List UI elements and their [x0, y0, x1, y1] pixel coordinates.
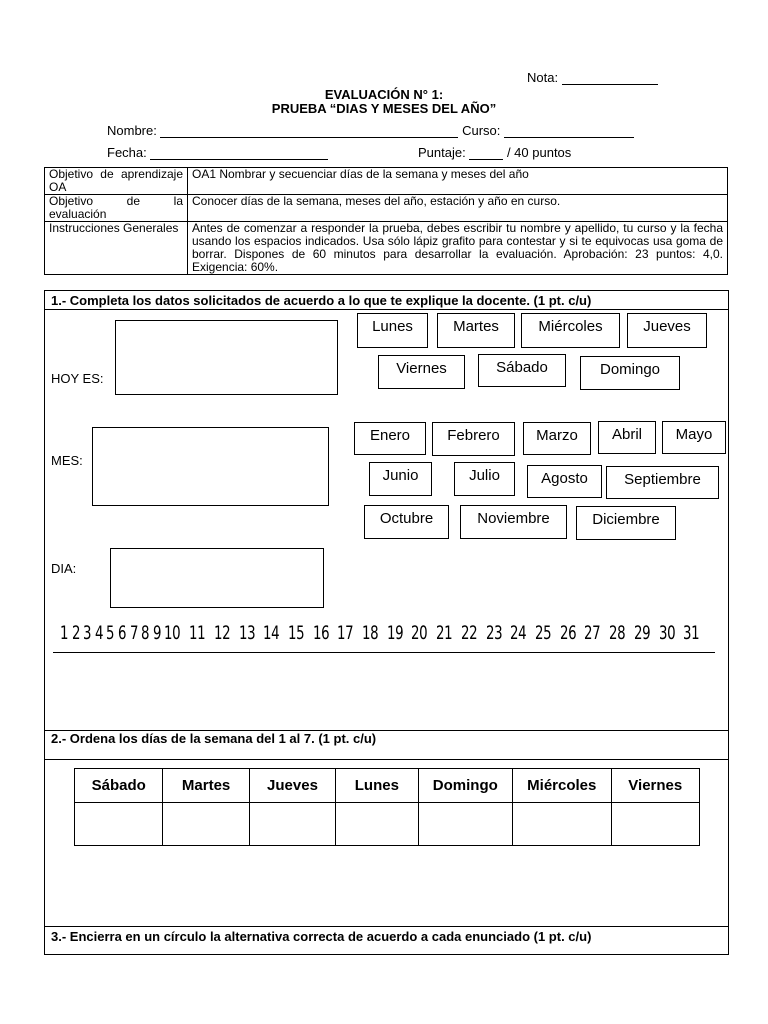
fecha-label: Fecha:	[107, 145, 147, 160]
order-cell[interactable]	[75, 803, 163, 846]
objetivo-eval-label: Objetivo de la evaluación	[45, 195, 188, 222]
puntaje-field[interactable]	[469, 147, 503, 160]
number-10: 10	[164, 622, 181, 644]
month-tag-abril[interactable]: Abril	[598, 421, 656, 454]
month-tag-diciembre[interactable]: Diciembre	[576, 506, 676, 540]
page-title	[0, 88, 768, 116]
divider	[44, 926, 729, 927]
day-header: Miércoles	[513, 769, 612, 803]
divider	[44, 309, 729, 310]
hoy-answer-box[interactable]	[115, 320, 338, 395]
number-4: 4	[94, 622, 103, 644]
number-18: 18	[362, 622, 379, 644]
order-cell[interactable]	[163, 803, 249, 846]
number-28: 28	[609, 622, 626, 644]
mes-label: MES:	[51, 453, 83, 468]
nombre-label: Nombre:	[107, 123, 157, 138]
nota-field[interactable]	[562, 72, 658, 85]
number-26: 26	[559, 622, 576, 644]
puntaje-row	[418, 145, 571, 160]
nombre-row	[107, 123, 634, 138]
number-line-rule	[53, 652, 715, 653]
instrucciones-value: Antes de comenzar a responder la prueba, debes escribir tu nombre y apellido, tu curso y la fecha usando los espacios indicados. Usa sólo lápiz grafito para contestar y si te equivocas usa goma de borrar. Dispones de 60 minutos para desarrollar la evaluación. Aprobación: 23 puntos: 4,0. Exigencia: 60%.	[188, 222, 728, 275]
number-20: 20	[411, 622, 428, 644]
number-21: 21	[436, 622, 453, 644]
order-cell[interactable]	[513, 803, 612, 846]
objetivo-eval-value: Conocer días de la semana, meses del año, estación y año en curso.	[188, 195, 728, 222]
number-30: 30	[658, 622, 675, 644]
number-2: 2	[71, 622, 80, 644]
table-row	[45, 168, 728, 195]
month-tag-junio[interactable]: Junio	[369, 462, 432, 496]
fecha-row	[107, 145, 328, 160]
month-tag-julio[interactable]: Julio	[454, 462, 515, 496]
title-line-2: PRUEBA “DIAS Y MESES DEL AÑO”	[271, 101, 497, 116]
number-13: 13	[238, 622, 255, 644]
section-1-title: 1.- Completa los datos solicitados de acuerdo a lo que te explique la docente. (1 pt. c/u)	[51, 293, 592, 308]
day-tag-jueves[interactable]: Jueves	[627, 313, 707, 348]
number-24: 24	[510, 622, 527, 644]
order-cell[interactable]	[336, 803, 418, 846]
table-row	[45, 195, 728, 222]
month-tag-marzo[interactable]: Marzo	[523, 422, 591, 455]
number-16: 16	[312, 622, 329, 644]
order-cell[interactable]	[249, 803, 335, 846]
table-row	[75, 803, 700, 846]
number-25: 25	[535, 622, 552, 644]
dia-answer-box[interactable]	[110, 548, 324, 608]
puntaje-label: Puntaje:	[418, 145, 466, 160]
number-12: 12	[213, 622, 230, 644]
day-header: Viernes	[611, 769, 699, 803]
day-tag-viernes[interactable]: Viernes	[378, 355, 465, 389]
order-cell[interactable]	[611, 803, 699, 846]
day-tag-miercoles[interactable]: Miércoles	[521, 313, 620, 348]
table-row	[75, 769, 700, 803]
order-days-table	[74, 768, 700, 846]
number-29: 29	[633, 622, 651, 644]
number-7: 7	[129, 622, 138, 644]
nota-line	[527, 70, 658, 85]
curso-field[interactable]	[504, 125, 634, 138]
number-14: 14	[263, 622, 280, 644]
day-header: Sábado	[75, 769, 163, 803]
number-31: 31	[683, 622, 700, 644]
day-tag-martes[interactable]: Martes	[437, 313, 515, 348]
info-table	[44, 167, 728, 275]
number-9: 9	[152, 622, 161, 644]
day-header: Martes	[163, 769, 249, 803]
title-line-1: EVALUACIÓN N° 1:	[324, 87, 444, 102]
section-3-title: 3.- Encierra en un círculo la alternativa correcta de acuerdo a cada enunciado (1 pt. c/u)	[51, 929, 592, 944]
curso-label: Curso:	[462, 123, 501, 138]
divider	[44, 759, 729, 760]
number-22: 22	[460, 622, 478, 644]
number-11: 11	[189, 622, 206, 644]
number-5: 5	[106, 622, 115, 644]
number-8: 8	[141, 622, 150, 644]
month-tag-febrero[interactable]: Febrero	[432, 422, 515, 456]
fecha-field[interactable]	[150, 147, 328, 160]
day-header: Domingo	[418, 769, 513, 803]
instrucciones-label: Instrucciones Generales	[45, 222, 188, 275]
month-tag-mayo[interactable]: Mayo	[662, 421, 726, 454]
hoy-label: HOY ES:	[51, 371, 104, 386]
number-19: 19	[386, 622, 403, 644]
day-header: Jueves	[249, 769, 335, 803]
day-tag-lunes[interactable]: Lunes	[357, 313, 428, 348]
number-6: 6	[118, 622, 127, 644]
month-tag-agosto[interactable]: Agosto	[527, 465, 602, 498]
objetivo-oa-value: OA1 Nombrar y secuenciar días de la semana y meses del año	[188, 168, 728, 195]
day-tag-sabado[interactable]: Sábado	[478, 354, 566, 387]
dia-label: DIA:	[51, 561, 77, 576]
order-cell[interactable]	[418, 803, 513, 846]
number-23: 23	[485, 622, 502, 644]
day-tag-domingo[interactable]: Domingo	[580, 356, 680, 390]
month-tag-noviembre[interactable]: Noviembre	[460, 505, 567, 539]
nota-label: Nota:	[527, 70, 559, 85]
objetivo-oa-label: Objetivo de aprendizaje OA	[45, 168, 188, 195]
nombre-field[interactable]	[160, 125, 458, 138]
number-27: 27	[584, 622, 601, 644]
month-tag-septiembre[interactable]: Septiembre	[606, 466, 719, 499]
number-3: 3	[83, 622, 92, 644]
number-15: 15	[287, 622, 305, 644]
mes-answer-box[interactable]	[92, 427, 329, 506]
month-tag-octubre[interactable]: Octubre	[364, 505, 449, 539]
section-2-title: 2.- Ordena los días de la semana del 1 al 7. (1 pt. c/u)	[51, 731, 377, 746]
number-17: 17	[337, 622, 354, 644]
month-tag-enero[interactable]: Enero	[354, 422, 426, 455]
puntaje-total: / 40 puntos	[506, 145, 572, 160]
table-row	[45, 222, 728, 275]
number-1: 1	[60, 622, 69, 644]
day-header: Lunes	[336, 769, 418, 803]
